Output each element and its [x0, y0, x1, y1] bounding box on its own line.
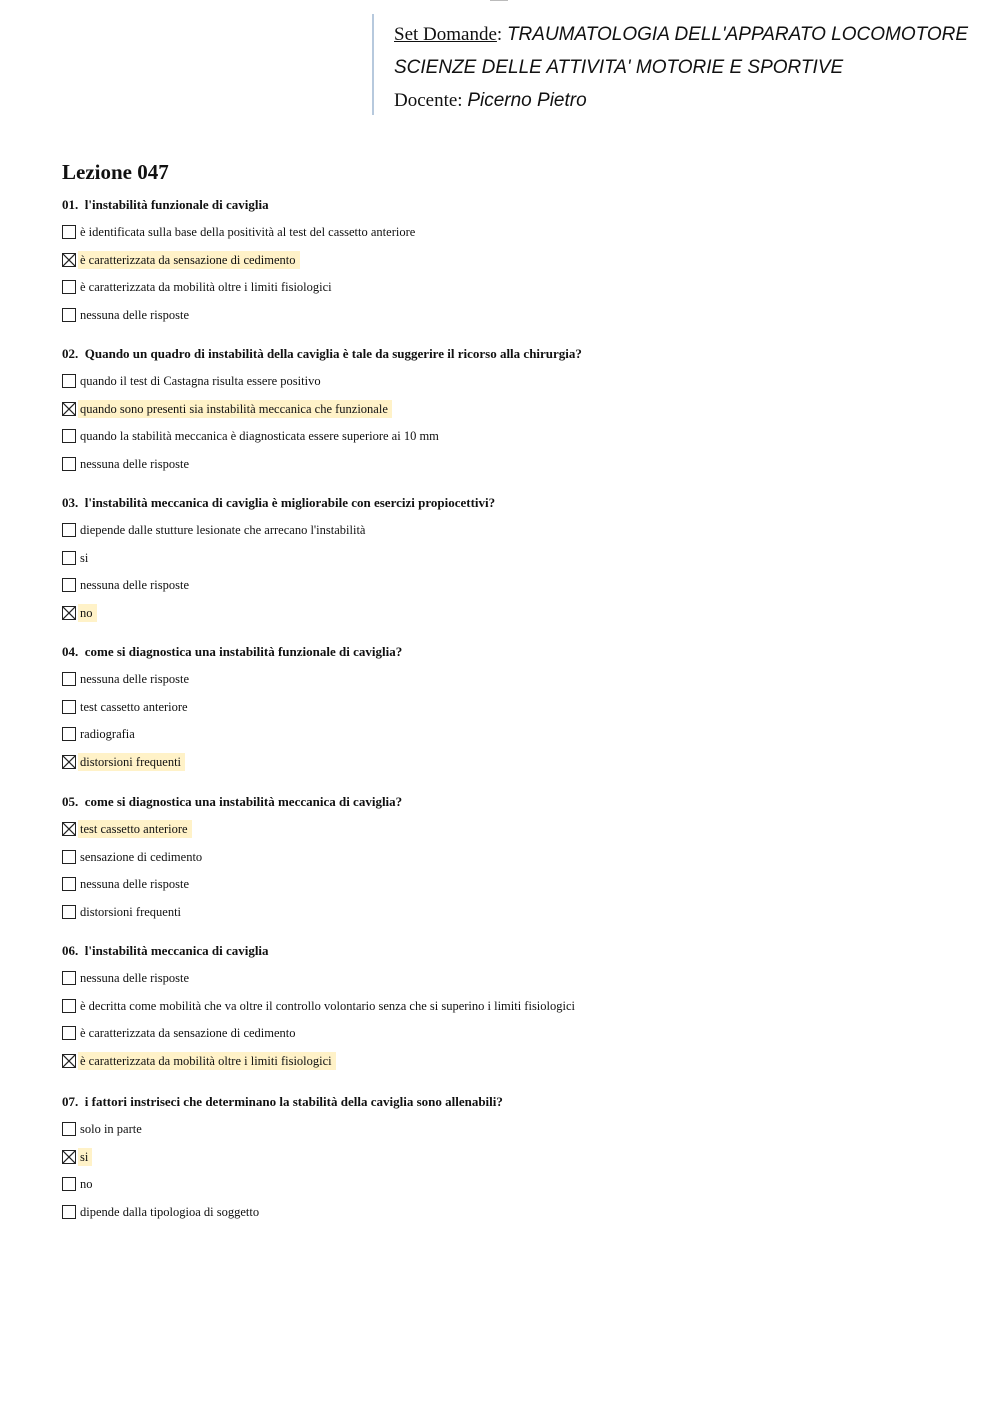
answer-option[interactable]: [62, 1201, 962, 1229]
checkbox-icon[interactable]: [62, 999, 76, 1013]
answer-option[interactable]: [62, 574, 962, 602]
answer-option[interactable]: [62, 425, 962, 453]
answer-option-text: è caratterizzata da mobilità oltre i limiti fisiologici: [80, 280, 332, 294]
question-block: [62, 1092, 962, 1228]
teacher-label: Docente:: [394, 90, 463, 111]
checkbox-icon[interactable]: [62, 672, 76, 686]
question-title: [62, 195, 962, 215]
question-number: 01.: [62, 197, 79, 212]
answer-option[interactable]: [62, 1022, 962, 1050]
question-text: l'instabilità funzionale di caviglia: [84, 197, 269, 212]
question-text: l'instabilità meccanica di caviglia: [84, 943, 269, 958]
answer-option[interactable]: [62, 398, 962, 426]
answer-option-text: si: [78, 1148, 92, 1166]
answer-option[interactable]: [62, 453, 962, 481]
checkbox-icon[interactable]: [62, 1205, 76, 1219]
checked-checkbox-icon[interactable]: [62, 606, 76, 620]
checkbox-icon[interactable]: [62, 971, 76, 985]
checkbox-icon[interactable]: [62, 429, 76, 443]
question-block: [62, 792, 962, 928]
answer-option[interactable]: [62, 276, 962, 304]
answer-option-text: quando la stabilità meccanica è diagnosticata essere superiore ai 10 mm: [80, 429, 439, 443]
teacher-line: [394, 88, 994, 114]
answer-option-text: no: [80, 1177, 93, 1191]
set-line: [394, 22, 994, 48]
checked-checkbox-icon[interactable]: [62, 253, 76, 267]
checkbox-icon[interactable]: [62, 578, 76, 592]
checkbox-icon[interactable]: [62, 1122, 76, 1136]
page-top-mark: [490, 0, 508, 4]
answer-option-text: è decritta come mobilità che va oltre il controllo volontario senza che si superino i limiti fisiologici: [80, 998, 576, 1013]
answer-option-text: quando sono presenti sia instabilità meccanica che funzionale: [78, 400, 392, 418]
checkbox-icon[interactable]: [62, 551, 76, 565]
answer-option[interactable]: [62, 818, 962, 846]
answer-option[interactable]: [62, 846, 962, 874]
checkbox-icon[interactable]: [62, 225, 76, 239]
answer-option[interactable]: [62, 751, 962, 779]
answer-option-text: solo in parte: [80, 1122, 142, 1136]
answer-option-text: nessuna delle risposte: [80, 672, 190, 686]
answer-option[interactable]: [62, 901, 962, 929]
question-number: 04.: [62, 644, 79, 659]
answer-option[interactable]: [62, 304, 962, 332]
question-block: [62, 642, 962, 778]
question-title: [62, 792, 962, 812]
answer-option[interactable]: [62, 519, 962, 547]
answer-option[interactable]: [62, 723, 962, 751]
answer-option-text: nessuna delle risposte: [80, 578, 190, 592]
answer-option-text: è caratterizzata da sensazione di cedimento: [78, 251, 300, 269]
answer-option-text: è caratterizzata da mobilità oltre i limiti fisiologici: [78, 1052, 336, 1070]
answer-option[interactable]: [62, 873, 962, 901]
checkbox-icon[interactable]: [62, 1177, 76, 1191]
answer-option-text: distorsioni frequenti: [80, 904, 182, 919]
checkbox-icon[interactable]: [62, 905, 76, 919]
answer-option[interactable]: [62, 547, 962, 575]
answer-option-text: diepende dalle stutture lesionate che arrecano l'instabilità: [80, 523, 366, 537]
answer-option-text: è caratterizzata da sensazione di cedimento: [80, 1026, 296, 1040]
answer-option-text: si: [80, 550, 89, 565]
question-text: i fattori instriseci che determinano la stabilità della caviglia sono allenabili?: [84, 1094, 503, 1109]
answer-option[interactable]: [62, 602, 962, 630]
answer-option-text: no: [78, 604, 97, 622]
checkbox-icon[interactable]: [62, 850, 76, 864]
checkbox-icon[interactable]: [62, 1026, 76, 1040]
checkbox-icon[interactable]: [62, 727, 76, 741]
checkbox-icon[interactable]: [62, 374, 76, 388]
question-block: [62, 195, 962, 331]
teacher-value: Picerno Pietro: [467, 90, 587, 111]
answer-option[interactable]: [62, 1173, 962, 1201]
answer-option[interactable]: [62, 370, 962, 398]
answer-option-text: sensazione di cedimento: [80, 849, 203, 864]
answer-option-text: è identificata sulla base della positività al test del cassetto anteriore: [80, 225, 416, 239]
course-value: SCIENZE DELLE ATTIVITA' MOTORIE E SPORTIVE: [394, 57, 844, 78]
answer-option-text: quando il test di Castagna risulta essere positivo: [80, 374, 321, 388]
checked-checkbox-icon[interactable]: [62, 1150, 76, 1164]
checked-checkbox-icon[interactable]: [62, 822, 76, 836]
answer-option-text: test cassetto anteriore: [78, 820, 192, 838]
question-text: l'instabilità meccanica di caviglia è migliorabile con esercizi propiocettivi?: [84, 495, 496, 510]
question-title: [62, 1092, 962, 1112]
answer-option[interactable]: [62, 1146, 962, 1174]
lesson-title: Lezione 047: [62, 160, 169, 184]
answer-option[interactable]: [62, 1118, 962, 1146]
question-number: 03.: [62, 495, 79, 510]
answer-option[interactable]: [62, 967, 962, 995]
answer-option[interactable]: [62, 668, 962, 696]
set-label: Set Domande: [394, 24, 497, 45]
checked-checkbox-icon[interactable]: [62, 755, 76, 769]
course-line: [394, 55, 994, 81]
question-block: [62, 941, 962, 1077]
question-title: [62, 642, 962, 662]
question-text: Quando un quadro di instabilità della caviglia è tale da suggerire il ricorso alla chirurgia?: [84, 346, 582, 361]
answer-option[interactable]: [62, 221, 962, 249]
answer-option-text: distorsioni frequenti: [78, 753, 185, 771]
set-value: TRAUMATOLOGIA DELL'APPARATO LOCOMOTORE: [506, 24, 969, 45]
question-title: [62, 344, 962, 364]
question-number: 05.: [62, 794, 79, 809]
answer-option[interactable]: [62, 995, 962, 1023]
answer-option-text: nessuna delle risposte: [80, 456, 190, 471]
answer-option[interactable]: [62, 1050, 962, 1078]
question-number: 02.: [62, 346, 79, 361]
answer-option-text: nessuna delle risposte: [80, 877, 190, 891]
question-block: [62, 344, 962, 480]
checkbox-icon[interactable]: [62, 308, 76, 322]
checked-checkbox-icon[interactable]: [62, 1054, 76, 1068]
document-header: [372, 14, 994, 115]
answer-option[interactable]: [62, 696, 962, 724]
question-number: 07.: [62, 1094, 79, 1109]
question-title: [62, 493, 962, 513]
answer-option[interactable]: [62, 249, 962, 277]
question-text: come si diagnostica una instabilità meccanica di caviglia?: [84, 794, 403, 809]
set-separator: :: [496, 24, 503, 45]
checkbox-icon[interactable]: [62, 280, 76, 294]
checkbox-icon[interactable]: [62, 877, 76, 891]
checkbox-icon[interactable]: [62, 523, 76, 537]
answer-option-text: radiografia: [80, 727, 135, 741]
answer-option-text: dipende dalla tipologioa di soggetto: [80, 1204, 260, 1219]
answer-option-text: nessuna delle risposte: [80, 307, 190, 322]
question-title: [62, 941, 962, 961]
answer-option-text: nessuna delle risposte: [80, 971, 190, 985]
checked-checkbox-icon[interactable]: [62, 402, 76, 416]
question-text: come si diagnostica una instabilità funzionale di caviglia?: [84, 644, 403, 659]
checkbox-icon[interactable]: [62, 457, 76, 471]
question-number: 06.: [62, 943, 79, 958]
answer-option-text: test cassetto anteriore: [80, 699, 188, 714]
checkbox-icon[interactable]: [62, 700, 76, 714]
question-block: [62, 493, 962, 629]
